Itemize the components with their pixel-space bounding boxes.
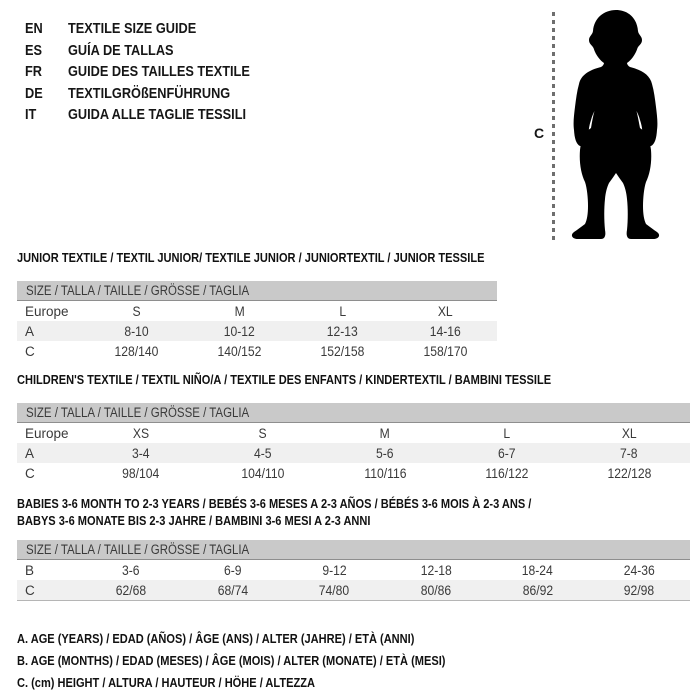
size-cell: S	[132, 303, 141, 319]
age-cell: 3-4	[132, 445, 150, 461]
height-cell: 86/92	[522, 582, 553, 598]
table-row-height	[17, 463, 690, 483]
babies-table-title: BABIES 3-6 MONTH TO 2-3 YEARS / BEBÉS 3-6 MESES A 2-3 AÑOS / BÉBÉS 3-6 MOIS À 2-3 ANS / BABYS 3-6 MONATE BIS 2-3 JAHRE / BAMBINI 3-6 MESI A 2-3 ANNI	[17, 496, 532, 528]
height-measure-line	[552, 12, 555, 243]
table-row-months	[17, 560, 690, 580]
language-code: FR	[25, 63, 42, 81]
height-cell: 140/152	[217, 343, 262, 359]
babies-size-table	[17, 540, 690, 601]
size-cell: M	[379, 425, 391, 441]
language-code: EN	[25, 20, 43, 38]
months-cell: 18-24	[521, 562, 554, 578]
months-cell: 3-6	[122, 562, 140, 578]
height-cell: 80/86	[420, 582, 452, 598]
size-header-label: SIZE / TALLA / TAILLE / GRÖSSE / TAGLIA	[26, 405, 250, 420]
row-label: C	[25, 343, 35, 359]
months-cell: 9-12	[322, 562, 347, 578]
junior-size-table	[17, 281, 497, 361]
language-row	[25, 40, 282, 62]
language-title: GUÍA DE TALLAS	[68, 41, 174, 59]
height-cell: 98/104	[122, 465, 160, 481]
size-cell: L	[503, 425, 511, 441]
height-cell: 122/128	[607, 465, 651, 481]
size-header-label: SIZE / TALLA / TAILLE / GRÖSSE / TAGLIA	[26, 542, 250, 557]
row-label: C	[25, 465, 35, 481]
size-cell: S	[258, 425, 268, 441]
height-cell: 104/110	[241, 465, 285, 481]
age-cell: 8-10	[124, 323, 149, 339]
height-cell: 152/158	[320, 343, 365, 359]
age-cell: 14-16	[429, 323, 462, 339]
legend-note-b: B. AGE (MONTHS) / EDAD (MESES) / ÂGE (MOIS) / ALTER (MONATE) / ETÀ (MESI)	[17, 652, 446, 668]
language-title: GUIDA ALLE TAGLIE TESSILI	[68, 106, 247, 124]
legend-notes	[17, 627, 521, 693]
legend-note-c: C. (cm) HEIGHT / ALTURA / HAUTEUR / HÖHE / ALTEZZA	[17, 674, 315, 690]
language-code: IT	[25, 106, 37, 124]
size-header-label: SIZE / TALLA / TAILLE / GRÖSSE / TAGLIA	[26, 283, 250, 298]
table-row-age	[17, 443, 690, 463]
language-title: TEXTILGRÖßENFÜHRUNG	[68, 84, 231, 102]
months-cell: 24-36	[623, 562, 655, 578]
table-row-height	[17, 341, 497, 361]
months-cell: 6-9	[223, 562, 242, 578]
children-table-title: CHILDREN'S TEXTILE / TEXTIL NIÑO/A / TEXTILE DES ENFANTS / KINDERTEXTIL / BAMBINI TESSILE	[17, 372, 552, 387]
table-row-height	[17, 580, 690, 600]
size-header-row	[17, 281, 497, 301]
row-label: Europe	[25, 425, 69, 441]
table-row-age	[17, 321, 497, 341]
language-row	[25, 61, 282, 83]
months-cell: 12-18	[420, 562, 452, 578]
row-label: A	[25, 445, 35, 461]
row-label: Europe	[25, 303, 69, 319]
language-row	[25, 104, 282, 126]
row-label: C	[25, 582, 35, 598]
language-title: TEXTILE SIZE GUIDE	[68, 20, 197, 38]
height-cell: 74/80	[318, 582, 350, 598]
size-cell: M	[234, 303, 245, 319]
height-cell: 92/98	[623, 582, 655, 598]
age-cell: 10-12	[223, 323, 256, 339]
table-row-europe	[17, 423, 690, 443]
height-cell: 158/170	[423, 343, 468, 359]
size-header-row	[17, 403, 690, 423]
legend-note-a: A. AGE (YEARS) / EDAD (AÑOS) / ÂGE (ANS) / ALTER (JAHRE) / ETÀ (ANNI)	[17, 630, 415, 646]
toddler-silhouette-image	[560, 8, 665, 241]
language-row	[25, 83, 282, 105]
height-cell: 128/140	[114, 343, 159, 359]
table-row-europe	[17, 301, 497, 321]
height-cell: 68/74	[217, 582, 248, 598]
age-cell: 12-13	[326, 323, 359, 339]
size-cell: XL	[621, 425, 637, 441]
children-size-table	[17, 403, 690, 483]
row-label: A	[25, 323, 35, 339]
language-title-list	[25, 18, 282, 126]
age-cell: 5-6	[376, 445, 394, 461]
size-cell: XS	[132, 425, 150, 441]
junior-table-title: JUNIOR TEXTILE / TEXTIL JUNIOR/ TEXTILE JUNIOR / JUNIORTEXTIL / JUNIOR TESSILE	[17, 250, 485, 265]
age-cell: 6-7	[498, 445, 516, 461]
language-title: GUIDE DES TAILLES TEXTILE	[68, 63, 250, 81]
age-cell: 7-8	[620, 445, 638, 461]
height-cell: 110/116	[363, 465, 407, 481]
language-row	[25, 18, 282, 40]
row-label: B	[25, 562, 35, 578]
language-code: DE	[25, 84, 43, 102]
age-cell: 4-5	[254, 445, 272, 461]
height-measure-label: C	[534, 125, 545, 141]
height-cell: 62/68	[115, 582, 147, 598]
size-cell: XL	[438, 303, 453, 319]
size-cell: L	[339, 303, 346, 319]
size-header-row	[17, 540, 690, 560]
height-cell: 116/122	[485, 465, 529, 481]
language-code: ES	[25, 41, 43, 59]
